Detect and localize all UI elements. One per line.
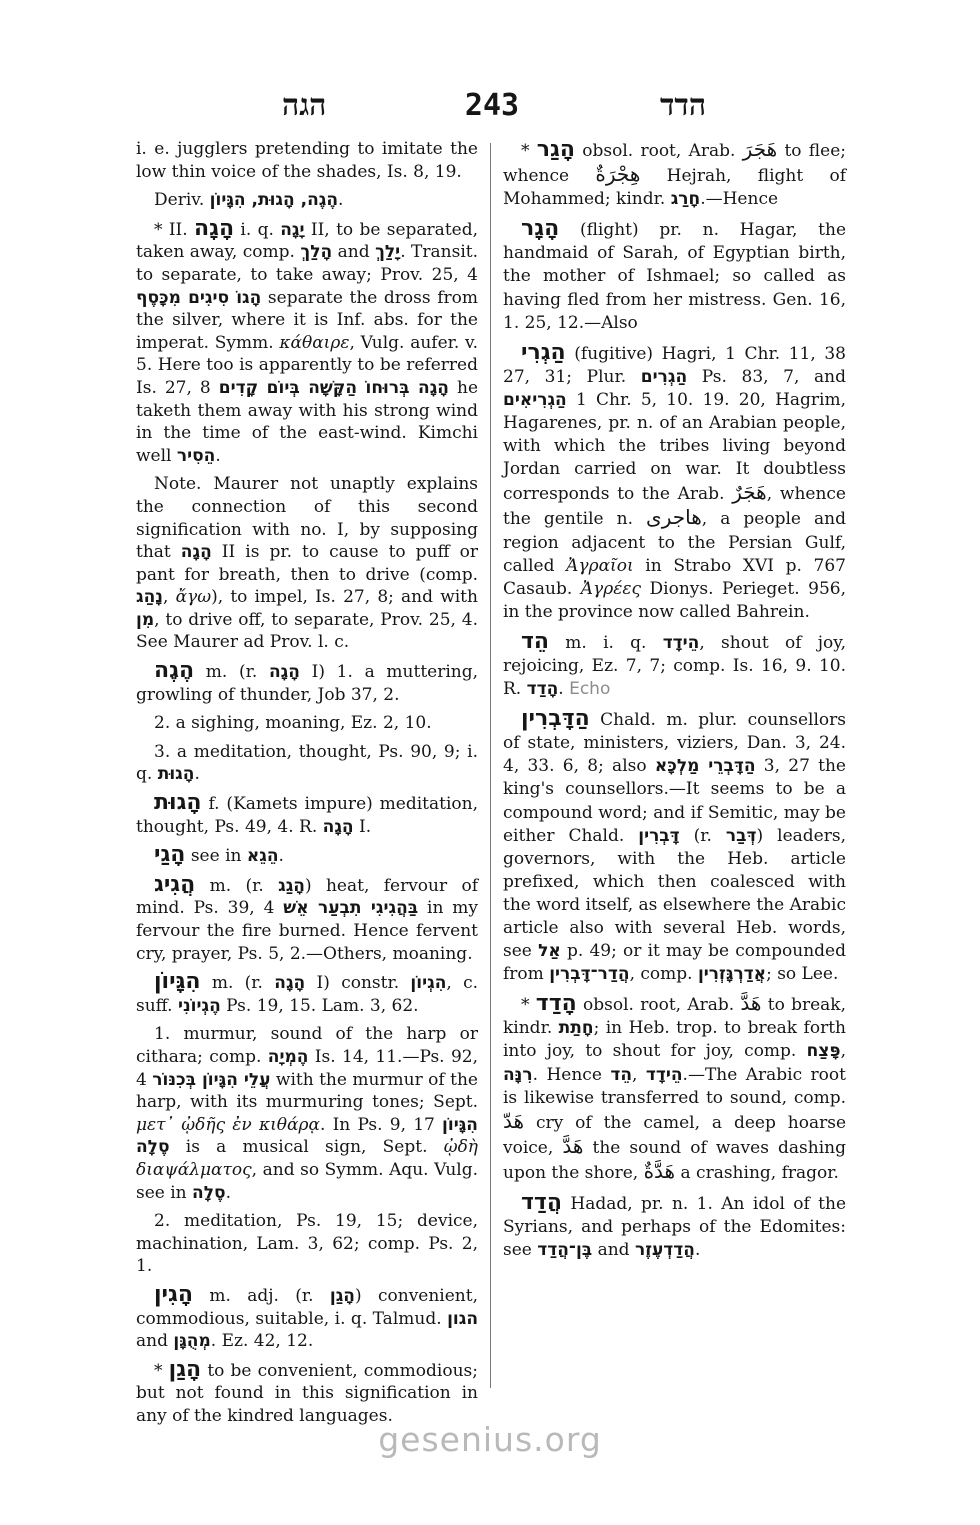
entry-text: * [521, 995, 536, 1016]
hebrew-text: הָגִין [154, 1281, 193, 1307]
entry-text: p. 49; or it may be compounded from [503, 941, 847, 985]
hebrew-text: נָהַג [136, 587, 163, 608]
hebrew-text: דָּבְרִין [638, 825, 680, 846]
entry-text: , [472, 1285, 478, 1306]
entry-text: . Kimchi well [136, 423, 478, 466]
entry-text: , kindr. [503, 995, 846, 1039]
hebrew-text: הָגַי [154, 842, 186, 868]
arabic-text: هَدَّةٌ [643, 1158, 676, 1183]
entry-text: growling [136, 684, 213, 705]
entry-text: , Is. 27, 8; and with [302, 587, 478, 608]
greek-text: κάθαιρε [279, 332, 350, 353]
hebrew-text: מְהֻגָּן [173, 1331, 211, 1352]
entry-text: . [194, 764, 200, 785]
hebrew-text: חָרַג [670, 189, 701, 210]
entry-text: ) [355, 1285, 378, 1306]
entry-text: in my fervour the fire burned [136, 898, 479, 941]
dictionary-entry [136, 660, 478, 706]
entry-text: . [558, 679, 570, 700]
dictionary-entry [503, 217, 846, 334]
entry-text: ) [304, 875, 326, 896]
entry-text: . Hence [340, 921, 417, 941]
entry-text: Ps. 83, 7, and [687, 366, 846, 387]
entry-text: counsellors of state [503, 710, 846, 754]
arabic-text: هَجَرٌ [732, 480, 767, 505]
entry-text: , Vulg. [349, 332, 411, 353]
entry-text: . Hence [532, 1064, 611, 1085]
dictionary-entry [503, 1191, 846, 1262]
hebrew-text: הָגַר [536, 137, 575, 162]
entry-text: with the murmur of the harp [136, 1069, 478, 1113]
hebrew-text: הָדַד [526, 679, 559, 700]
entry-text: to be convenient [207, 1360, 353, 1381]
entry-text: to flee [784, 141, 841, 161]
entry-text: to drive off [165, 609, 260, 630]
hebrew-text: הָגָר [521, 216, 560, 242]
entry-text: , [363, 875, 384, 896]
entry-text: suitable [255, 1308, 324, 1329]
entry-text: , [840, 825, 846, 846]
entry-text: , where it is Inf. abs. for the imperat. Symm. [136, 310, 478, 353]
entry-text: . [215, 445, 221, 466]
entry-text: ; Prov. 25, 4 [366, 264, 478, 285]
entry-text: .—Hence [700, 189, 779, 210]
entry-text: , pr. n. 1. An idol of the Syrians, and perhaps of the Edomites: see [503, 1194, 847, 1261]
hebrew-text: הָגוֹ סִיגִים מִכָּסֶף [136, 287, 262, 308]
entry-text: , Lam. 3, 62; comp. Ps. 2, 1. [136, 1233, 478, 1277]
entry-text: , and so Symm. Aqu. Vulg. see in [136, 1159, 478, 1203]
entry-text: m. i. q. [549, 632, 663, 653]
hebrew-text: הֶגְיוֹנִי [177, 995, 221, 1016]
greek-text: ἄγω [175, 587, 212, 608]
dictionary-entry [136, 1023, 478, 1204]
entry-text: * [154, 1360, 169, 1381]
entry-text: (fugitive) [565, 343, 662, 364]
entry-text: thought [136, 816, 204, 837]
dictionary-entry [136, 971, 478, 1017]
entry-text: Dionys. Perieget. 956, in the province now called [503, 578, 846, 622]
entry-text: to be separated, taken away [136, 219, 478, 263]
entry-text: moaning [392, 943, 468, 964]
entry-text: leaders [777, 825, 841, 846]
entry-text: , Ps. 90, 9; i. q. [136, 741, 478, 785]
entry-text: , [632, 1064, 646, 1085]
entry-text: moaning [265, 713, 340, 734]
greek-text: Ἀγραῖοι [566, 555, 634, 576]
dictionary-entry [136, 215, 479, 468]
hebrew-text: הֵד [521, 628, 550, 654]
dictionary-entry [136, 792, 478, 838]
entry-text: , Prov. 25, 4. See Maurer ad Prov. l. c. [136, 609, 478, 653]
hebrew-text: הַדָּבְרֵי מַלְכָּא [654, 756, 756, 777]
entry-text: ; in Heb. trop. [593, 1018, 725, 1039]
entry-text: m. (r. [195, 875, 279, 896]
entry-text: and [136, 1331, 174, 1352]
arabic-text: هَدَّ [740, 991, 762, 1016]
hebrew-text: הַגְרִי [521, 339, 566, 365]
entry-text: , [244, 1308, 256, 1329]
hebrew-text: הַדָּבְרִין [521, 706, 590, 732]
entry-text: fervour [383, 875, 448, 896]
entry-text: device [417, 1211, 473, 1232]
entry-text: and [332, 242, 376, 263]
entry-text: commodious [136, 1308, 245, 1329]
entry-text: Ps. 19, 15. Lam. 3, 62. [220, 995, 419, 1016]
hebrew-text: הֲגִיג [154, 871, 196, 897]
entry-text: I) 1. [299, 662, 365, 683]
entry-text: m. (r. [200, 973, 275, 994]
entry-text: Hejrah [666, 166, 727, 187]
entry-text: Bahrein [736, 601, 805, 622]
entry-text: . [694, 1240, 701, 1261]
left-running-headword: הגה [282, 88, 327, 123]
entry-text: Hagri [661, 343, 712, 364]
entry-text: a muttering [364, 662, 473, 683]
dictionary-entry [503, 992, 846, 1185]
entry-text: , Ps. 49, 4. R. [203, 816, 323, 837]
entry-text: , i. q. Talmud. [323, 1308, 448, 1329]
entry-text: separate the dross from the silver [136, 287, 478, 331]
entry-text: 2. [154, 1211, 185, 1232]
entry-text: , [569, 1041, 586, 1062]
entry-text: is a musical sign, Sept. [169, 1137, 444, 1158]
entry-text: . [338, 190, 344, 211]
entry-text: away with his strong wind in the time of the east-wind [136, 400, 478, 444]
hebrew-text: הֶגֶה, הָגוּת, הִגָּיוֹן [209, 190, 339, 211]
entry-text: , the handmaid of Sarah, of Egyptian birth, the mother of Ishmael; so called as having [503, 220, 846, 310]
entry-text: , comp. [629, 964, 698, 985]
entry-text: i. q. [234, 219, 281, 240]
hebrew-text: בֶּן־הֲדַד [537, 1240, 593, 1261]
entry-text: , [570, 733, 584, 754]
hebrew-text: הָגָה בְּרוּחוֹ הַקָּשָׁה בְּיוֹם קָדִים [218, 377, 449, 398]
entry-text: , whence the gentile n. [503, 484, 846, 530]
entry-text: m. adj. (r. [192, 1285, 330, 1306]
hebrew-text: הָגָה [322, 816, 354, 837]
dictionary-entry [503, 630, 846, 701]
entry-text: Hadad [570, 1194, 628, 1215]
hebrew-text: הֶגֶה [154, 658, 195, 684]
entry-text: fled [567, 289, 600, 310]
hebrew-text: הִגְיוֹן [410, 973, 447, 994]
entry-text: Chald. m. plur. [589, 710, 748, 731]
hebrew-text: הֲדַד [521, 1190, 562, 1216]
entry-text: he taketh [136, 377, 479, 421]
entry-text: , [472, 794, 478, 815]
entry-text: f. (Kamets impure) [201, 794, 380, 815]
entry-text: , Ps. 19, 15; [276, 1211, 418, 1232]
entry-text: (comp. [409, 564, 478, 585]
hebrew-text: הָגַן [168, 1356, 202, 1382]
entry-text: a crashing, fragor. [675, 1162, 839, 1183]
entry-text: Hagrim [775, 389, 841, 410]
entry-text: to drive [338, 564, 410, 585]
entry-text: 1. [154, 1024, 184, 1045]
entry-text: 3, 27 [755, 756, 819, 777]
hebrew-text: הָדַד [535, 991, 577, 1017]
entry-text: , 1 Chr. 11, 38 27, 31; Plur. [503, 343, 846, 387]
entry-text: I) constr. [305, 973, 411, 994]
entry-text: II is pr. [211, 542, 303, 563]
entry-text: to break [767, 995, 841, 1016]
entry-text: of the harp or cithara; comp. [136, 1024, 479, 1067]
entry-text: shout of joy [721, 632, 841, 653]
entry-text: , [154, 609, 166, 630]
entry-text: * II. [154, 219, 195, 240]
arabic-text: هَدّ [503, 1108, 525, 1133]
entry-text: to shout for joy [585, 1041, 729, 1062]
entry-text: , [254, 713, 266, 734]
entry-text: , comp. [231, 242, 301, 263]
hebrew-text: הֵד [610, 1064, 633, 1085]
entry-text: 1 Chr. 5, 10. 19. 20, [566, 389, 776, 410]
entry-text: , [251, 1024, 271, 1045]
entry-text: i. e. jugglers pretending to imitate the low thin voice of the shades, Is. 8, 19. [136, 139, 478, 182]
entry-text: fervent cry [136, 921, 478, 964]
entry-text: them [191, 400, 248, 421]
entry-text: , Ez. 7, 7; comp. Is. 16, 9. 10. R. [503, 655, 846, 700]
entry-text: Hagar [739, 220, 793, 241]
dictionary-entry [503, 341, 846, 624]
arabic-text: هِجْرَةٌ [595, 162, 641, 187]
entry-text: , [699, 632, 722, 653]
entry-text [449, 378, 457, 398]
entry-text: or [449, 542, 478, 563]
entry-text: sound [270, 1024, 323, 1045]
entry-text: a meditation [176, 741, 287, 762]
entry-text: . [467, 943, 473, 964]
entry-text: of thunder, Job 37, 2. [212, 684, 400, 705]
hebrew-text: הַגְרִיאִים [503, 389, 567, 410]
dictionary-entry [136, 189, 478, 212]
entry-text: ; but not found in this signification in any of the kindred languages. [136, 1360, 478, 1426]
right-column [503, 138, 846, 1387]
hebrew-text: הֲדַר־דָּבְרִין [549, 964, 630, 985]
entry-text: m. (r. [194, 662, 269, 683]
entry-text: rejoicing [503, 655, 579, 676]
entry-text: . Transit. [400, 242, 478, 263]
hebrew-text: הָלַךְ [300, 242, 333, 263]
hebrew-text: הָגָה [274, 973, 306, 994]
hebrew-text: יָגָה [280, 219, 305, 240]
hebrew-text: מִן [136, 609, 155, 630]
dictionary-entry [136, 844, 478, 868]
hebrew-text: הגון [447, 1308, 479, 1329]
entry-text: , comp. [728, 1041, 807, 1062]
entry-text: heat [325, 875, 364, 896]
hebrew-text: הָגָה [194, 215, 235, 241]
entry-text: in Strabo XVI p. 767 Casaub. [503, 555, 846, 599]
entry-text: 2. [154, 713, 176, 734]
entry-text: ministers [583, 733, 664, 754]
dictionary-entry [136, 1356, 478, 1428]
entry-text: to separate [271, 609, 370, 630]
entry-text: . v. 5. Here too is apparently to be referred Is. 27, 8 [136, 332, 479, 398]
arabic-text: هَجَرَ [742, 137, 778, 161]
entry-text: to impel [230, 587, 303, 608]
entry-text: Note. Maurer not unaptly explains the connection of this second signification with no. I, by supposing that [136, 474, 478, 563]
entry-text: to break forth into joy [503, 1018, 846, 1062]
entry-text: the sound of waves dashing upon the shore, [503, 1137, 846, 1183]
hebrew-text: אֲדַרְגָּזְרִין [697, 964, 767, 985]
entry-text: meditation [184, 1211, 277, 1232]
column-divider [490, 143, 491, 1388]
entry-text: , [840, 632, 846, 653]
entry-text: , [840, 1041, 846, 1062]
entry-text: , then [275, 564, 339, 585]
entry-text: , Dan. 3, 24. 4, 33. 6, 8; also [503, 733, 846, 777]
hebrew-text: הָגַן [329, 1285, 355, 1306]
page-header [0, 88, 980, 128]
dictionary-entry [503, 707, 846, 986]
entry-text: , pr. n. of an Arabian people, with which the tribes living beyond Jordan carried on war. It doubtless corresponds to the Arab. [503, 413, 846, 505]
hebrew-text: אַל [538, 941, 561, 962]
entry-text: aufer [410, 332, 454, 353]
entry-text [640, 166, 666, 186]
echo-annotation: Echo [569, 679, 611, 700]
entry-text: , [259, 609, 272, 630]
entry-text: convenient [377, 1285, 473, 1306]
hebrew-text: יָלַךְ [375, 242, 401, 263]
dictionary-entry [136, 1210, 478, 1278]
entry-text: , [472, 1211, 478, 1232]
right-running-headword: הדד [660, 88, 707, 123]
entry-text: . In Ps. 9, 17 [319, 1114, 443, 1135]
entry-text: commodious [363, 1360, 473, 1381]
entry-text: to separate [136, 264, 237, 285]
entry-text: ), [211, 587, 231, 608]
left-column [136, 138, 479, 1426]
entry-text: , c. suff. [136, 973, 479, 1016]
entry-text: to take away [250, 264, 367, 285]
dictionary-entry [503, 138, 846, 211]
entry-text: * [521, 141, 537, 161]
hebrew-text: הֵידָד [645, 1064, 683, 1085]
entry-text: ; so Lee. [766, 964, 839, 985]
greek-text: Ἀγρέες [580, 578, 641, 599]
hebrew-text: הָגָה [268, 662, 300, 683]
entry-text: , [236, 264, 251, 285]
entry-text: Hagarenes [503, 413, 597, 434]
hebrew-text: הָגָה [180, 542, 212, 563]
entry-text: (r. [679, 825, 726, 846]
hebrew-text: הֵסִיר [176, 445, 216, 466]
hebrew-text: הֵגֵא [246, 846, 279, 867]
dictionary-entry [136, 871, 479, 965]
entry-text: pant for breath [136, 564, 276, 585]
entry-text: , [162, 587, 176, 608]
dictionary-entry [136, 712, 478, 735]
entry-text [418, 898, 427, 918]
entry-text: obsol. root, Arab. [574, 141, 743, 161]
entry-text: governors [503, 848, 590, 869]
greek-text: ᾠδὴ διαψάλματος [136, 1137, 478, 1180]
entry-text: Deriv. [154, 190, 210, 211]
entry-text [261, 288, 268, 308]
entry-text: cry of the camel, a deep hoarse voice, [503, 1112, 846, 1158]
dictionary-entry [136, 138, 478, 183]
entry-text: . [804, 601, 810, 622]
hebrew-text: הֶמְיָה [267, 1046, 309, 1067]
entry-text: , with the Heb. article prefixed, which then coalesced with the word itself, as elsewhere the Arabic article also with several Heb. words, see [503, 848, 846, 962]
entry-text: . [225, 1182, 231, 1203]
entry-text: viziers [677, 733, 734, 754]
hebrew-text: פָּצַח [806, 1041, 841, 1062]
entry-text: a sighing [175, 713, 255, 734]
entry-text: , [472, 662, 479, 683]
entry-text: , flight of Mohammed; kindr. [503, 166, 846, 210]
entry-text: to cause to puff [302, 542, 450, 563]
entry-text: , Ez. 2, 10. [339, 713, 432, 734]
hebrew-text: הָגוּת [154, 790, 202, 816]
entry-text: .—It seems to be a compound word; and if Semitic, may be either Chald. [503, 779, 846, 846]
entry-text: , a people and region adjacent to the Persian Gulf, called [503, 509, 847, 576]
hebrew-text: רִנָּה [503, 1064, 533, 1085]
entry-text: the king's counsellors [503, 756, 846, 800]
hebrew-text: בַּהֲגִיגִי תִבְעַר אֵשׁ [283, 898, 419, 919]
entry-text: .—The Arabic root is likewise transferred to sound, comp. [503, 1064, 846, 1108]
entry-text: I. [353, 816, 372, 837]
entry-text: 3. [154, 741, 177, 762]
entry-text: , [663, 733, 678, 754]
hebrew-text: הִגָּיוֹן [154, 969, 201, 995]
page-number: 243 [464, 88, 520, 123]
entry-text: machination [136, 1233, 243, 1254]
hebrew-text: הָגַג [278, 875, 305, 896]
entry-text: thought [298, 741, 367, 762]
entry-text: , prayer, Ps. 5, 2.—Others, [161, 943, 393, 964]
entry-text: , [286, 741, 299, 762]
dictionary-entry [136, 473, 478, 654]
dictionary-entry [136, 741, 478, 786]
entry-text: meditation [379, 794, 473, 815]
entry-text: ; whence [503, 141, 846, 187]
entry-text: of mind. Ps. 39, 4 [136, 875, 478, 919]
entry-text: , [840, 389, 846, 410]
entry-text: , with its murmuring tones; Sept. [176, 1092, 478, 1113]
entry-text: . Ez. 42, 12. [210, 1331, 314, 1352]
hebrew-text: הִגָּיוֹן סֶלָה [136, 1114, 478, 1158]
arabic-text: هَدَّ [562, 1133, 584, 1158]
entry-text: II, [304, 219, 337, 240]
hebrew-text: סֶלָה [192, 1182, 226, 1203]
entry-text: and [592, 1240, 635, 1261]
entry-text: obsol. root, Arab. [576, 995, 741, 1016]
greek-text: μετ᾽ ᾠδῆς ἐν κιθάρᾳ [136, 1114, 320, 1135]
entry-text: . [278, 846, 284, 867]
entry-text: ) [756, 825, 778, 846]
entry-text: from her mistress. Gen. 16, 1. 25, 12.—Also [503, 289, 846, 333]
site-watermark: gesenius.org [378, 1420, 602, 1459]
entry-text: (flight) pr. n. [559, 220, 740, 241]
entry-text: murmur [183, 1024, 252, 1045]
hebrew-text: הֵידָד [662, 632, 700, 653]
entry-text: see in [185, 846, 247, 867]
hebrew-text: הֲדַדְעֶזֶר [634, 1240, 695, 1261]
hebrew-text: דְּבַר [725, 825, 757, 846]
entry-text: Is. 14, 11.—Ps. 92, 4 [136, 1046, 478, 1090]
dictionary-entry [136, 1281, 479, 1353]
hebrew-text: חָתַת [558, 1018, 594, 1039]
hebrew-text: עֲלֵי הִגָּיוֹן בְּכִנּוֹר [152, 1069, 271, 1090]
arabic-text: هاجرى [646, 505, 702, 530]
hebrew-text: הָגוּת [157, 764, 195, 785]
hebrew-text: הַגְרִים [640, 366, 688, 387]
entry-text: , [352, 1360, 364, 1381]
